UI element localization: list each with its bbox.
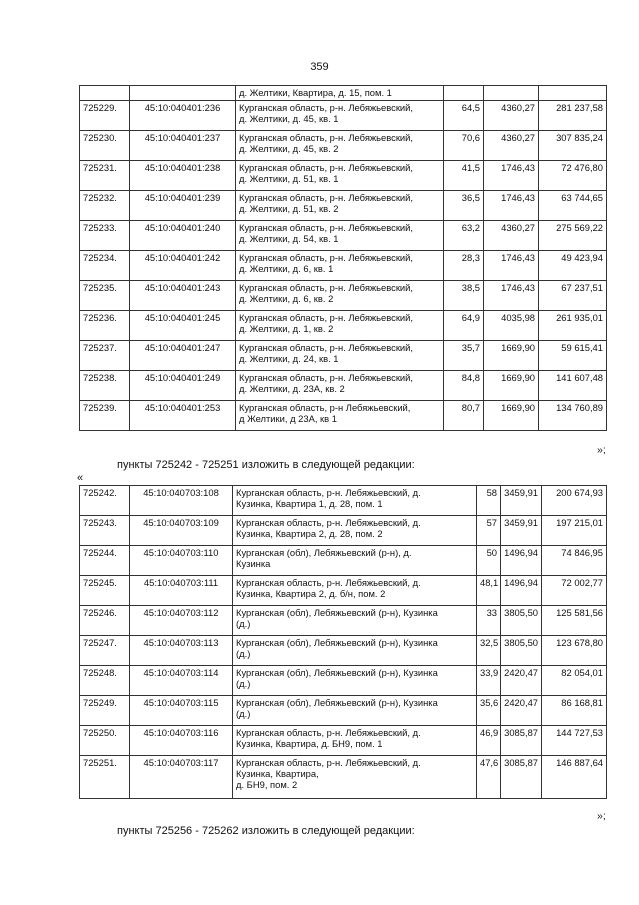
cell-cadastral: 45:10:040401:245 xyxy=(130,311,236,341)
cell-price: 4360,27 xyxy=(484,131,539,161)
cell-cost: 74 846,95 xyxy=(542,546,607,576)
instruction-text-1: пункты 725242 - 725251 изложить в следующей редакции: xyxy=(117,459,415,471)
table-row xyxy=(80,371,607,401)
property-table-2 xyxy=(79,485,607,799)
table-row xyxy=(80,576,607,606)
cell-cadastral: 45:10:040401:242 xyxy=(130,251,236,281)
cell-address: Курганская область, р-н. Лебяжьевский, д. Желтики, д. 23А, кв. 2 xyxy=(236,371,444,401)
cell-address: Курганская область, р-н. Лебяжьевский, д. Желтики, д. 45, кв. 2 xyxy=(236,131,444,161)
cell-area: 33,9 xyxy=(477,666,501,696)
cell-cost: 200 674,93 xyxy=(542,486,607,516)
cell-area: 80,7 xyxy=(444,401,484,431)
cell-price: 2420,47 xyxy=(501,666,542,696)
cell-price: 1496,94 xyxy=(501,546,542,576)
cell-cost: 144 727,53 xyxy=(542,726,607,756)
table-row xyxy=(80,191,607,221)
cell-cost: 49 423,94 xyxy=(539,251,607,281)
cell-price: 3805,50 xyxy=(501,636,542,666)
cell-price: 1669,90 xyxy=(484,371,539,401)
cell-price: 4035,98 xyxy=(484,311,539,341)
cell-cadastral: 45:10:040703:112 xyxy=(130,606,233,636)
cell-address: Курганская (обл), Лебяжьевский (р-н), Кузинка (д.) xyxy=(233,696,477,726)
cell-number: 725235. xyxy=(80,281,130,311)
cell-area: 28,3 xyxy=(444,251,484,281)
cell-number: 725238. xyxy=(80,371,130,401)
table-row xyxy=(80,606,607,636)
table-row xyxy=(80,251,607,281)
cell-address: Курганская область, р-н. Лебяжьевский, д. Желтики, д. 45, кв. 1 xyxy=(236,101,444,131)
cell-address: Курганская область, р-н. Лебяжьевский, д. Желтики, д. 6, кв. 1 xyxy=(236,251,444,281)
cell-cadastral: 45:10:040401:249 xyxy=(130,371,236,401)
cell-cadastral: 45:10:040703:117 xyxy=(130,756,233,799)
cell-cadastral: 45:10:040401:238 xyxy=(130,161,236,191)
cell-address: Курганская область, р-н. Лебяжьевский, д. Желтики, д. 51, кв. 1 xyxy=(236,161,444,191)
cell-area: 64,5 xyxy=(444,101,484,131)
table-row xyxy=(80,546,607,576)
table-row xyxy=(80,161,607,191)
cell-cost xyxy=(539,86,607,101)
cell-number: 725242. xyxy=(80,486,130,516)
table-row xyxy=(80,696,607,726)
cell-number: 725243. xyxy=(80,516,130,546)
cell-cadastral xyxy=(130,86,236,101)
cell-address: Курганская (обл), Лебяжьевский (р-н), Кузинка (д.) xyxy=(233,636,477,666)
cell-cost: 123 678,80 xyxy=(542,636,607,666)
cell-cost: 67 237,51 xyxy=(539,281,607,311)
cell-number: 725230. xyxy=(80,131,130,161)
cell-price xyxy=(484,86,539,101)
table-row xyxy=(80,401,607,431)
cell-cost: 72 476,80 xyxy=(539,161,607,191)
cell-area xyxy=(444,86,484,101)
cell-price: 3459,91 xyxy=(501,516,542,546)
cell-area: 47,6 xyxy=(477,756,501,799)
cell-number: 725251. xyxy=(80,756,130,799)
cell-cadastral: 45:10:040401:237 xyxy=(130,131,236,161)
property-table-1-body xyxy=(80,86,607,431)
cell-area: 35,6 xyxy=(477,696,501,726)
cell-cadastral: 45:10:040703:108 xyxy=(130,486,233,516)
cell-number: 725245. xyxy=(80,576,130,606)
cell-area: 58 xyxy=(477,486,501,516)
cell-price: 4360,27 xyxy=(484,221,539,251)
cell-address: Курганская область, р-н. Лебяжьевский, д. Желтики, д. 24, кв. 1 xyxy=(236,341,444,371)
cell-cost: 72 002,77 xyxy=(542,576,607,606)
cell-area: 48,1 xyxy=(477,576,501,606)
cell-price: 1746,43 xyxy=(484,191,539,221)
table-row xyxy=(80,341,607,371)
table-row xyxy=(80,486,607,516)
cell-address: д. Желтики, Квартира, д. 15, пом. 1 xyxy=(236,86,444,101)
cell-number: 725250. xyxy=(80,726,130,756)
cell-number: 725249. xyxy=(80,696,130,726)
cell-number: 725236. xyxy=(80,311,130,341)
cell-number xyxy=(80,86,130,101)
cell-cost: 125 581,56 xyxy=(542,606,607,636)
cell-price: 1669,90 xyxy=(484,341,539,371)
cell-address: Курганская (обл), Лебяжьевский (р-н), Кузинка (д.) xyxy=(233,666,477,696)
table-row xyxy=(80,666,607,696)
table-row-fragment xyxy=(80,86,607,101)
cell-number: 725237. xyxy=(80,341,130,371)
cell-cadastral: 45:10:040703:113 xyxy=(130,636,233,666)
cell-address: Курганская (обл), Лебяжьевский (р-н), Кузинка (д.) xyxy=(233,606,477,636)
table-row xyxy=(80,131,607,161)
cell-number: 725229. xyxy=(80,101,130,131)
table-row xyxy=(80,221,607,251)
table-row xyxy=(80,756,607,799)
cell-cadastral: 45:10:040703:114 xyxy=(130,666,233,696)
cell-cadastral: 45:10:040703:116 xyxy=(130,726,233,756)
cell-price: 1746,43 xyxy=(484,251,539,281)
cell-price: 1746,43 xyxy=(484,161,539,191)
cell-address: Курганская область, р-н. Лебяжьевский, д. Кузинка, Квартира 2, д. 28, пом. 2 xyxy=(233,516,477,546)
cell-price: 3085,87 xyxy=(501,756,542,799)
cell-address: Курганская область, р-н. Лебяжьевский, д. Желтики, д. 54, кв. 1 xyxy=(236,221,444,251)
cell-area: 38,5 xyxy=(444,281,484,311)
closing-quote-1: »; xyxy=(597,444,606,456)
cell-price: 1746,43 xyxy=(484,281,539,311)
closing-quote-2: »; xyxy=(597,810,606,822)
table-row xyxy=(80,281,607,311)
table-row xyxy=(80,726,607,756)
cell-price: 3805,50 xyxy=(501,606,542,636)
cell-address: Курганская область, р-н. Лебяжьевский, д. Желтики, д. 1, кв. 2 xyxy=(236,311,444,341)
cell-cadastral: 45:10:040703:111 xyxy=(130,576,233,606)
cell-cost: 261 935,01 xyxy=(539,311,607,341)
cell-cost: 197 215,01 xyxy=(542,516,607,546)
cell-area: 57 xyxy=(477,516,501,546)
cell-cadastral: 45:10:040703:115 xyxy=(130,696,233,726)
cell-area: 36,5 xyxy=(444,191,484,221)
cell-cadastral: 45:10:040703:109 xyxy=(130,516,233,546)
page-number: 359 xyxy=(310,61,329,73)
cell-price: 1496,94 xyxy=(501,576,542,606)
table-row xyxy=(80,311,607,341)
cell-area: 33 xyxy=(477,606,501,636)
cell-area: 46,9 xyxy=(477,726,501,756)
cell-cost: 307 835,24 xyxy=(539,131,607,161)
cell-area: 41,5 xyxy=(444,161,484,191)
table-row xyxy=(80,636,607,666)
cell-price: 2420,47 xyxy=(501,696,542,726)
instruction-text-2: пункты 725256 - 725262 изложить в следующей редакции: xyxy=(117,825,415,837)
cell-address: Курганская область, р-н. Лебяжьевский, д. Желтики, д. 6, кв. 2 xyxy=(236,281,444,311)
cell-address: Курганская область, р-н. Лебяжьевский, д. Кузинка, Квартира, д. БН9, пом. 1 xyxy=(233,726,477,756)
cell-area: 84,8 xyxy=(444,371,484,401)
cell-number: 725247. xyxy=(80,636,130,666)
cell-price: 4360,27 xyxy=(484,101,539,131)
cell-cadastral: 45:10:040401:236 xyxy=(130,101,236,131)
table-row xyxy=(80,101,607,131)
cell-number: 725234. xyxy=(80,251,130,281)
cell-cadastral: 45:10:040401:240 xyxy=(130,221,236,251)
cell-number: 725246. xyxy=(80,606,130,636)
cell-area: 70,6 xyxy=(444,131,484,161)
cell-number: 725239. xyxy=(80,401,130,431)
cell-number: 725231. xyxy=(80,161,130,191)
cell-cadastral: 45:10:040401:247 xyxy=(130,341,236,371)
cell-cadastral: 45:10:040703:110 xyxy=(130,546,233,576)
cell-price: 1669,90 xyxy=(484,401,539,431)
cell-cost: 141 607,48 xyxy=(539,371,607,401)
cell-address: Курганская область, р-н. Лебяжьевский, д. Кузинка, Квартира 1, д. 28, пом. 1 xyxy=(233,486,477,516)
cell-number: 725248. xyxy=(80,666,130,696)
cell-number: 725244. xyxy=(80,546,130,576)
cell-address: Курганская область, р-н. Лебяжьевский, д. Желтики, д. 51, кв. 2 xyxy=(236,191,444,221)
cell-address: Курганская область, р-н. Лебяжьевский, д. Кузинка, Квартира 2, д. б/н, пом. 2 xyxy=(233,576,477,606)
cell-price: 3085,87 xyxy=(501,726,542,756)
cell-cadastral: 45:10:040401:243 xyxy=(130,281,236,311)
cell-area: 64,9 xyxy=(444,311,484,341)
cell-number: 725232. xyxy=(80,191,130,221)
cell-address: Курганская область, р-н Лебяжьевский, д Желтики, д 23А, кв 1 xyxy=(236,401,444,431)
cell-cost: 59 615,41 xyxy=(539,341,607,371)
cell-cadastral: 45:10:040401:253 xyxy=(130,401,236,431)
cell-area: 35,7 xyxy=(444,341,484,371)
cell-cost: 134 760,89 xyxy=(539,401,607,431)
cell-cost: 86 168,81 xyxy=(542,696,607,726)
cell-number: 725233. xyxy=(80,221,130,251)
cell-cadastral: 45:10:040401:239 xyxy=(130,191,236,221)
property-table-2-body xyxy=(80,486,607,799)
cell-cost: 275 569,22 xyxy=(539,221,607,251)
cell-cost: 281 237,58 xyxy=(539,101,607,131)
cell-cost: 146 887,64 xyxy=(542,756,607,799)
cell-cost: 82 054,01 xyxy=(542,666,607,696)
cell-area: 32,5 xyxy=(477,636,501,666)
property-table-1 xyxy=(79,85,607,431)
opening-quote: « xyxy=(77,472,84,484)
cell-area: 63,2 xyxy=(444,221,484,251)
cell-price: 3459,91 xyxy=(501,486,542,516)
cell-cost: 63 744,65 xyxy=(539,191,607,221)
cell-address: Курганская (обл), Лебяжьевский (р-н), д. Кузинка xyxy=(233,546,477,576)
cell-area: 50 xyxy=(477,546,501,576)
table-row xyxy=(80,516,607,546)
cell-address: Курганская область, р-н. Лебяжьевский, д. Кузинка, Квартира, д. БН9, пом. 2 xyxy=(233,756,477,799)
